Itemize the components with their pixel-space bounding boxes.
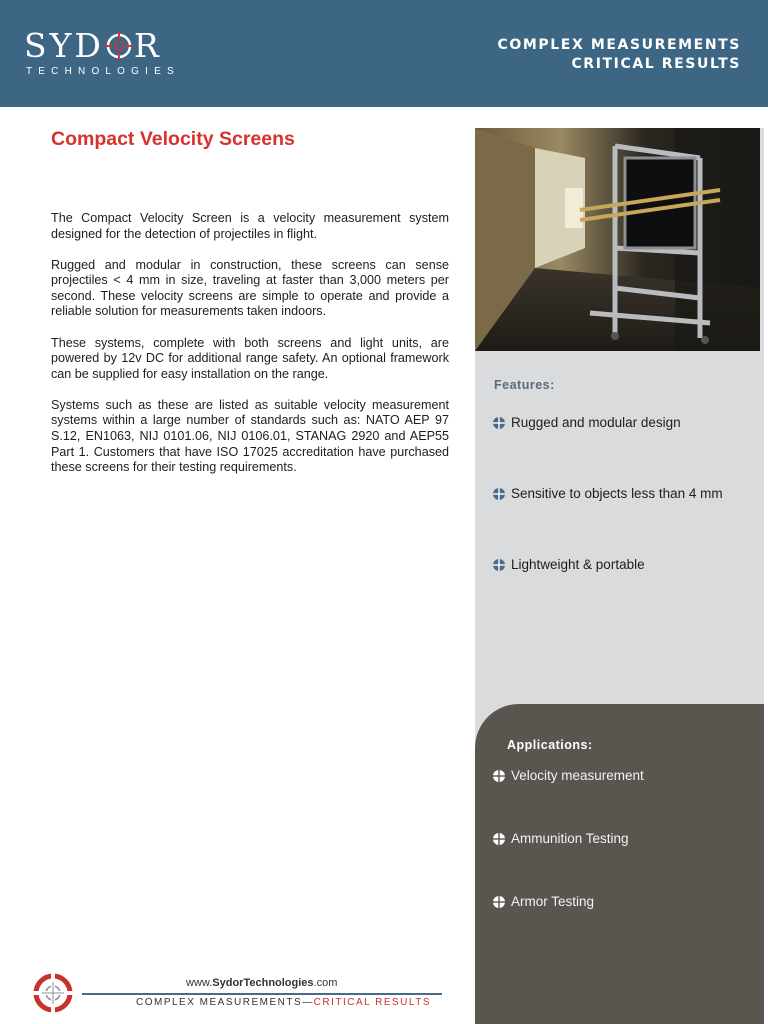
logo-wordmark [24, 28, 162, 64]
logo-text-left: SYD [24, 26, 104, 65]
feature-item [493, 557, 645, 572]
footer-website-link[interactable] [186, 977, 337, 989]
product-photo [475, 128, 760, 351]
url-prefix: www. [186, 977, 213, 989]
crosshair-icon [105, 32, 133, 60]
sydor-logo [24, 28, 204, 84]
page-header [0, 0, 768, 107]
feature-label: Rugged and modular design [511, 415, 681, 430]
velocity-screen-illustration [475, 128, 760, 351]
footer-tag-right: CRITICAL RESULTS [313, 997, 431, 1008]
feature-item [493, 486, 723, 501]
url-brand: SydorTechnologies [212, 977, 314, 989]
application-item [493, 768, 644, 783]
application-label: Ammunition Testing [511, 831, 629, 846]
url-suffix: .com [313, 977, 338, 989]
crosshair-bullet-icon [493, 896, 505, 908]
crosshair-bullet-icon [493, 488, 505, 500]
page-title: Compact Velocity Screens [51, 128, 295, 150]
crosshair-bullet-icon [493, 833, 505, 845]
feature-item [493, 415, 681, 430]
application-item [493, 894, 594, 909]
applications-heading: Applications: [507, 738, 593, 752]
footer-tag-left: COMPLEX MEASUREMENTS— [136, 997, 314, 1008]
application-item [493, 831, 629, 846]
crosshair-bullet-icon [493, 417, 505, 429]
paragraph-1: The Compact Velocity Screen is a velocity measurement system designed for the detection of projectiles in flight. [51, 211, 449, 241]
feature-label: Sensitive to objects less than 4 mm [511, 486, 723, 501]
paragraph-4: Systems such as these are listed as suitable velocity measurement systems within a large number of standards such as: NATO AEP 97 S.12, EN1063, NIJ 0101.06, NIJ 0106.01, STANAG 2920 and AEP55 Part 1. Customers that have ISO 17025 accreditation have purchased these screens for their testing requirements. [51, 397, 449, 475]
crosshair-bullet-icon [493, 770, 505, 782]
feature-label: Lightweight & portable [511, 557, 645, 572]
crosshair-logo-icon [30, 970, 76, 1016]
footer-tagline [136, 997, 431, 1008]
paragraph-2: Rugged and modular in construction, these screens can sense projectiles < 4 mm in size, traveling at faster than 3,000 meters per second. These velocity screens are simple to operate and provide a reliable solution for measurements taken indoors. [51, 257, 449, 319]
logo-text-right: R [133, 26, 162, 65]
application-label: Velocity measurement [511, 768, 644, 783]
description-body [51, 211, 449, 491]
header-tagline [498, 36, 742, 74]
paragraph-3: These systems, complete with both screens and light units, are powered by 12v DC for additional range safety. An optional framework can be supplied for easy installation on the range. [51, 335, 449, 381]
tagline-line-2: CRITICAL RESULTS [571, 56, 741, 72]
footer-divider [82, 993, 442, 995]
features-heading: Features: [494, 378, 555, 392]
crosshair-bullet-icon [493, 559, 505, 571]
applications-panel [475, 704, 764, 1024]
application-label: Armor Testing [511, 894, 595, 909]
logo-subtitle: TECHNOLOGIES [26, 66, 180, 77]
tagline-line-1: COMPLEX MEASUREMENTS [497, 37, 741, 53]
